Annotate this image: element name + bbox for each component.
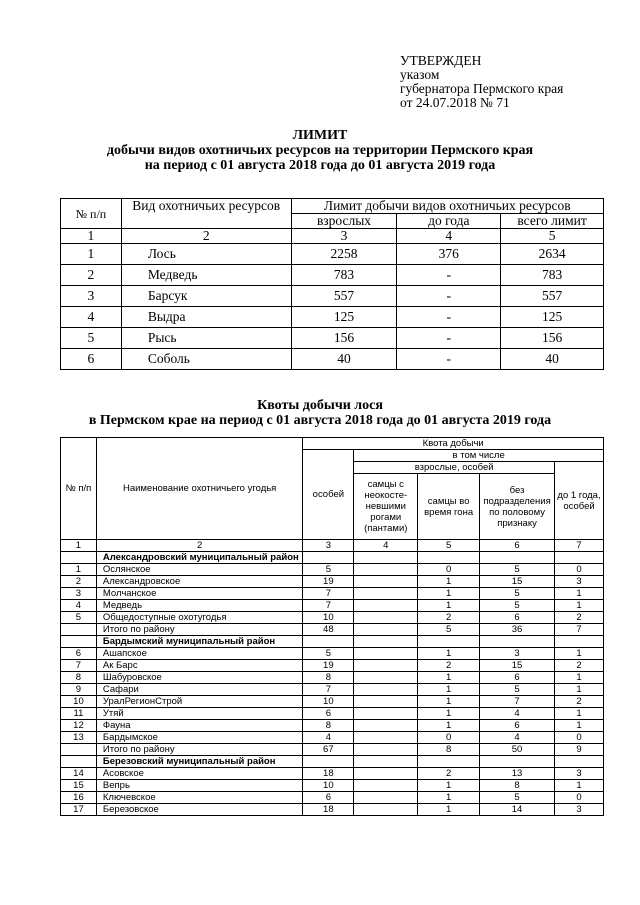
row-pants xyxy=(354,684,418,696)
row-num: 5 xyxy=(61,328,122,349)
row-pants xyxy=(354,708,418,720)
section-empty-cell xyxy=(303,756,354,768)
row-pants xyxy=(354,648,418,660)
section-num xyxy=(61,636,97,648)
row-total: 7 xyxy=(303,600,354,612)
row-young: 1 xyxy=(555,588,604,600)
row-young: 3 xyxy=(555,576,604,588)
row-nosex: 50 xyxy=(480,744,555,756)
row-num: 10 xyxy=(61,696,97,708)
row-adult: 40 xyxy=(291,349,397,370)
row-young: 7 xyxy=(555,624,604,636)
index-cell: 1 xyxy=(61,540,97,552)
row-rut: 1 xyxy=(418,576,480,588)
row-name: УралРегионСтрой xyxy=(96,696,303,708)
table-row xyxy=(61,349,604,370)
section-name: Бардымский муниципальный район xyxy=(96,636,303,648)
row-name: Соболь xyxy=(121,349,291,370)
index-cell: 5 xyxy=(501,229,604,244)
row-num: 3 xyxy=(61,588,97,600)
row-nosex: 14 xyxy=(480,804,555,816)
row-nosex: 6 xyxy=(480,672,555,684)
table-row xyxy=(61,265,604,286)
row-name: Березовское xyxy=(96,804,303,816)
row-young: 1 xyxy=(555,708,604,720)
row-adult: 783 xyxy=(291,265,397,286)
row-name: Выдра xyxy=(121,307,291,328)
limit-title-period: на период с 01 августа 2018 года до 01 августа 2019 года xyxy=(144,158,496,173)
row-nosex: 5 xyxy=(480,792,555,804)
row-num: 2 xyxy=(61,265,122,286)
row-total: 557 xyxy=(501,286,604,307)
row-young: 3 xyxy=(555,804,604,816)
section-empty-cell xyxy=(418,756,480,768)
table-row xyxy=(61,768,604,780)
row-rut: 8 xyxy=(418,744,480,756)
table-row xyxy=(61,648,604,660)
header-kind: Вид охотничьих ресурсов xyxy=(121,199,291,229)
row-name: Шабуровское xyxy=(96,672,303,684)
row-young: - xyxy=(397,307,501,328)
row-pants xyxy=(354,612,418,624)
row-young: - xyxy=(397,328,501,349)
row-total: 40 xyxy=(501,349,604,370)
approval-line: УТВЕРЖДЕН xyxy=(400,53,482,68)
row-num: 4 xyxy=(61,600,97,612)
row-pants xyxy=(354,564,418,576)
row-num: 11 xyxy=(61,708,97,720)
row-rut: 1 xyxy=(418,648,480,660)
row-pants xyxy=(354,780,418,792)
row-name: Лось xyxy=(121,244,291,265)
index-cell: 3 xyxy=(303,540,354,552)
row-pants xyxy=(354,804,418,816)
row-young: 1 xyxy=(555,684,604,696)
table-row xyxy=(61,780,604,792)
row-young: 0 xyxy=(555,732,604,744)
row-total: 18 xyxy=(303,804,354,816)
quota-table xyxy=(60,437,604,816)
index-cell: 3 xyxy=(291,229,397,244)
limit-title xyxy=(0,128,640,173)
section-num xyxy=(61,552,97,564)
table-row xyxy=(61,684,604,696)
row-name: Ашапское xyxy=(96,648,303,660)
section-empty-cell xyxy=(418,636,480,648)
row-nosex: 6 xyxy=(480,612,555,624)
row-young: 1 xyxy=(555,648,604,660)
row-pants xyxy=(354,744,418,756)
index-cell: 5 xyxy=(418,540,480,552)
row-total: 2634 xyxy=(501,244,604,265)
row-rut: 0 xyxy=(418,732,480,744)
row-nosex: 5 xyxy=(480,564,555,576)
table-row xyxy=(61,792,604,804)
row-rut: 1 xyxy=(418,600,480,612)
index-cell: 7 xyxy=(555,540,604,552)
row-young: 376 xyxy=(397,244,501,265)
row-name: Ключевское xyxy=(96,792,303,804)
table-row xyxy=(61,328,604,349)
row-name: Фауна xyxy=(96,720,303,732)
header-young: до года xyxy=(397,214,501,229)
row-name: Молчанское xyxy=(96,588,303,600)
row-rut: 1 xyxy=(418,696,480,708)
row-pants xyxy=(354,576,418,588)
row-total: 125 xyxy=(501,307,604,328)
row-pants xyxy=(354,624,418,636)
row-total: 10 xyxy=(303,780,354,792)
row-total: 19 xyxy=(303,660,354,672)
index-row xyxy=(61,540,604,552)
row-name: Александровское xyxy=(96,576,303,588)
index-cell: 2 xyxy=(121,229,291,244)
row-num: 17 xyxy=(61,804,97,816)
table-row xyxy=(61,744,604,756)
table-row xyxy=(61,660,604,672)
row-rut: 1 xyxy=(418,672,480,684)
section-empty-cell xyxy=(555,636,604,648)
header-limit: Лимит добычи видов охотничьих ресурсов xyxy=(291,199,603,214)
header-num: № п/п xyxy=(61,199,122,229)
row-name: Барсук xyxy=(121,286,291,307)
index-cell: 2 xyxy=(96,540,303,552)
header-adult: взрослых xyxy=(291,214,397,229)
header-pants: самцы с неокосте-невшими рогами (пантами) xyxy=(354,474,418,540)
row-num: 12 xyxy=(61,720,97,732)
row-total: 67 xyxy=(303,744,354,756)
row-pants xyxy=(354,696,418,708)
limit-title-sub: добычи видов охотничьих ресурсов на территории Пермского края xyxy=(106,143,534,158)
row-pants xyxy=(354,720,418,732)
row-nosex: 5 xyxy=(480,600,555,612)
table-row xyxy=(61,564,604,576)
table-row xyxy=(61,286,604,307)
row-young: 0 xyxy=(555,792,604,804)
row-total: 8 xyxy=(303,672,354,684)
row-nosex: 15 xyxy=(480,660,555,672)
row-young: 9 xyxy=(555,744,604,756)
row-num: 1 xyxy=(61,244,122,265)
header-young: до 1 года, особей xyxy=(555,462,604,540)
quota-title-sub: в Пермском крае на период с 01 августа 2018 года до 01 августа 2019 года xyxy=(88,413,552,428)
table-row xyxy=(61,732,604,744)
row-nosex: 4 xyxy=(480,732,555,744)
section-num xyxy=(61,756,97,768)
approval-stamp xyxy=(400,54,563,110)
row-num: 1 xyxy=(61,564,97,576)
table-row xyxy=(61,612,604,624)
section-row xyxy=(61,552,604,564)
row-pants xyxy=(354,660,418,672)
row-name: Ослянское xyxy=(96,564,303,576)
limit-title-main: ЛИМИТ xyxy=(292,128,348,143)
header-incl: в том числе xyxy=(354,450,604,462)
row-name: Вепрь xyxy=(96,780,303,792)
row-pants xyxy=(354,672,418,684)
row-young: - xyxy=(397,349,501,370)
section-empty-cell xyxy=(555,552,604,564)
row-total: 5 xyxy=(303,564,354,576)
section-empty-cell xyxy=(303,552,354,564)
row-rut: 1 xyxy=(418,720,480,732)
index-cell: 6 xyxy=(480,540,555,552)
row-young: - xyxy=(397,265,501,286)
section-name: Березовский муниципальный район xyxy=(96,756,303,768)
index-cell: 4 xyxy=(397,229,501,244)
section-empty-cell xyxy=(418,552,480,564)
row-total: 18 xyxy=(303,768,354,780)
row-num: 14 xyxy=(61,768,97,780)
row-pants xyxy=(354,588,418,600)
row-name: Итого по району xyxy=(96,624,303,636)
row-num: 15 xyxy=(61,780,97,792)
row-num: 7 xyxy=(61,660,97,672)
section-empty-cell xyxy=(480,756,555,768)
row-total: 10 xyxy=(303,696,354,708)
row-rut: 1 xyxy=(418,708,480,720)
row-name: Медведь xyxy=(121,265,291,286)
row-total: 4 xyxy=(303,732,354,744)
row-total: 6 xyxy=(303,792,354,804)
row-rut: 1 xyxy=(418,588,480,600)
row-pants xyxy=(354,792,418,804)
row-total: 19 xyxy=(303,576,354,588)
table-row xyxy=(61,576,604,588)
row-name: Сафари xyxy=(96,684,303,696)
approval-line: указом xyxy=(400,67,440,82)
row-rut: 2 xyxy=(418,612,480,624)
index-row xyxy=(61,229,604,244)
row-rut: 1 xyxy=(418,792,480,804)
table-row xyxy=(61,696,604,708)
row-rut: 2 xyxy=(418,768,480,780)
row-num: 9 xyxy=(61,684,97,696)
row-adult: 2258 xyxy=(291,244,397,265)
header-rut: самцы во время гона xyxy=(418,474,480,540)
row-total: 7 xyxy=(303,684,354,696)
header-quota: Квота добычи xyxy=(303,438,604,450)
header-nosex: без подразделения по половому признаку xyxy=(480,474,555,540)
row-num: 3 xyxy=(61,286,122,307)
table-row xyxy=(61,672,604,684)
header-name: Наименование охотничьего угодья xyxy=(96,438,303,540)
quota-title-main: Квоты добычи лося xyxy=(257,398,383,413)
table-row xyxy=(61,244,604,265)
row-name: Итого по району xyxy=(96,744,303,756)
table-row xyxy=(61,708,604,720)
row-nosex: 6 xyxy=(480,720,555,732)
row-young: 3 xyxy=(555,768,604,780)
row-nosex: 5 xyxy=(480,588,555,600)
row-num: 5 xyxy=(61,612,97,624)
row-name: Медведь xyxy=(96,600,303,612)
row-total: 6 xyxy=(303,708,354,720)
row-young: 2 xyxy=(555,660,604,672)
row-total: 10 xyxy=(303,612,354,624)
row-name: Асовское xyxy=(96,768,303,780)
row-young: 2 xyxy=(555,696,604,708)
section-name: Александровский муниципальный район xyxy=(96,552,303,564)
row-nosex: 7 xyxy=(480,696,555,708)
row-total: 48 xyxy=(303,624,354,636)
row-nosex: 5 xyxy=(480,684,555,696)
row-nosex: 13 xyxy=(480,768,555,780)
row-pants xyxy=(354,768,418,780)
section-empty-cell xyxy=(480,552,555,564)
row-nosex: 8 xyxy=(480,780,555,792)
table-row xyxy=(61,624,604,636)
row-young: 1 xyxy=(555,720,604,732)
row-adult: 156 xyxy=(291,328,397,349)
row-young: 1 xyxy=(555,600,604,612)
table-row xyxy=(61,720,604,732)
row-rut: 0 xyxy=(418,564,480,576)
row-nosex: 15 xyxy=(480,576,555,588)
row-pants xyxy=(354,732,418,744)
row-pants xyxy=(354,600,418,612)
table-row xyxy=(61,307,604,328)
row-nosex: 4 xyxy=(480,708,555,720)
row-young: 0 xyxy=(555,564,604,576)
row-rut: 5 xyxy=(418,624,480,636)
row-name: Ак Барс xyxy=(96,660,303,672)
row-name: Утяй xyxy=(96,708,303,720)
row-rut: 1 xyxy=(418,804,480,816)
section-empty-cell xyxy=(303,636,354,648)
header-adults: взрослые, особей xyxy=(354,462,555,474)
row-num: 6 xyxy=(61,648,97,660)
row-nosex: 36 xyxy=(480,624,555,636)
index-cell: 1 xyxy=(61,229,122,244)
section-empty-cell xyxy=(354,552,418,564)
header-total: особей xyxy=(303,450,354,540)
row-young: 1 xyxy=(555,672,604,684)
row-young: 1 xyxy=(555,780,604,792)
row-num: 6 xyxy=(61,349,122,370)
header-num: № п/п xyxy=(61,438,97,540)
table-row xyxy=(61,588,604,600)
limit-table xyxy=(60,198,604,370)
row-num: 2 xyxy=(61,576,97,588)
row-total: 156 xyxy=(501,328,604,349)
row-num xyxy=(61,624,97,636)
row-name: Рысь xyxy=(121,328,291,349)
row-num: 4 xyxy=(61,307,122,328)
row-nosex: 3 xyxy=(480,648,555,660)
table-row xyxy=(61,804,604,816)
section-empty-cell xyxy=(555,756,604,768)
row-total: 8 xyxy=(303,720,354,732)
section-empty-cell xyxy=(480,636,555,648)
index-cell: 4 xyxy=(354,540,418,552)
row-num xyxy=(61,744,97,756)
row-rut: 2 xyxy=(418,660,480,672)
row-total: 783 xyxy=(501,265,604,286)
header-total: всего лимит xyxy=(501,214,604,229)
row-rut: 1 xyxy=(418,684,480,696)
row-adult: 125 xyxy=(291,307,397,328)
quota-title xyxy=(0,398,640,428)
row-young: 2 xyxy=(555,612,604,624)
section-empty-cell xyxy=(354,756,418,768)
approval-line: губернатора Пермского края xyxy=(400,81,564,96)
row-num: 16 xyxy=(61,792,97,804)
section-empty-cell xyxy=(354,636,418,648)
row-rut: 1 xyxy=(418,780,480,792)
row-young: - xyxy=(397,286,501,307)
row-name: Общедоступные охотугодья xyxy=(96,612,303,624)
row-num: 8 xyxy=(61,672,97,684)
table-row xyxy=(61,600,604,612)
section-row xyxy=(61,756,604,768)
section-row xyxy=(61,636,604,648)
row-num: 13 xyxy=(61,732,97,744)
approval-line: от 24.07.2018 № 71 xyxy=(400,95,510,110)
row-total: 5 xyxy=(303,648,354,660)
row-name: Бардымское xyxy=(96,732,303,744)
row-adult: 557 xyxy=(291,286,397,307)
row-total: 7 xyxy=(303,588,354,600)
